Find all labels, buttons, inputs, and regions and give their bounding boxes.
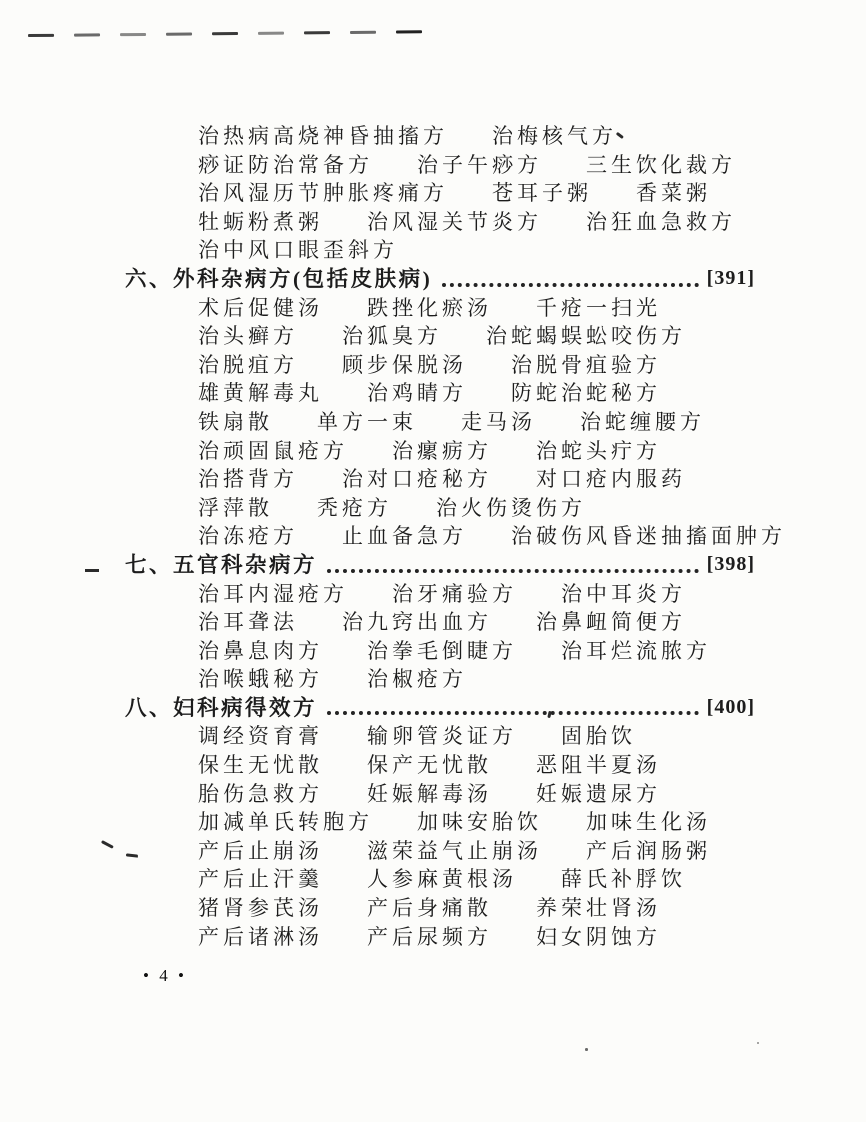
toc-item: 治脱骨疽验方 [511,352,661,377]
toc-item: 输卵管炎证方 [367,724,517,749]
toc-item: 治狐臭方 [342,324,442,349]
toc-item: 治牙痛验方 [392,581,517,606]
toc-item: 治中耳炎方 [561,581,686,606]
dot-leader [327,569,699,573]
dot-leader [442,283,698,287]
scan-dash [74,33,100,37]
toc-item: 养荣壮肾汤 [536,896,661,921]
toc-item: 对口疮内服药 [536,467,686,492]
toc-item: 治脱疽方 [198,352,298,377]
toc-section-gynecology [125,694,755,951]
section-title: 六、外科杂病方(包括皮肤病) [125,266,433,291]
section-header [125,551,755,580]
toc-item: 治梅核气方 [492,124,617,148]
toc-item: 治狂血急救方 [586,209,736,234]
toc-item: 三生饮化裁方 [586,152,736,177]
section-page-ref: [398] [706,552,755,575]
toc-item: 治对口疮秘方 [342,467,492,492]
toc-item: 单方一束 [317,409,417,434]
toc-item: 产后诸淋汤 [198,924,323,949]
toc-item: 加味生化汤 [586,810,711,835]
toc-row [125,379,755,408]
scan-speck [85,569,99,572]
toc-row [125,923,755,952]
scan-dash [166,32,192,36]
toc-row [125,722,755,751]
section-title: 八、妇科病得效方 [125,695,318,720]
toc-item: 保产无忧散 [367,753,492,778]
toc-item: 治椒疮方 [367,667,467,692]
toc-row [125,665,755,694]
scan-dash-row [28,20,458,42]
dot-leader [327,711,699,715]
toc-row [125,294,755,323]
toc-item: 治冻疮方 [198,524,298,549]
toc-item: 治喉蛾秘方 [198,667,323,692]
toc-item: 治搭背方 [198,467,298,492]
toc-item: 治蛇头疔方 [536,438,661,463]
toc-item: 产后润肠粥 [586,838,711,863]
toc-item: 加味安胎饮 [417,810,542,835]
section-rows [125,294,786,551]
toc-item: 治顽固鼠疮方 [198,438,348,463]
toc-item: 治头癣方 [198,324,298,349]
toc-item: 治破伤风昏迷抽搐面肿方 [511,524,786,549]
toc-row [125,522,786,551]
toc-row [125,894,755,923]
table-of-contents [125,122,786,951]
section-header [125,694,755,723]
toc-row [125,608,755,637]
section-title: 七、五官科杂病方 [125,552,318,577]
toc-item: 浮萍散 [198,495,273,520]
toc-item: 走马汤 [461,409,536,434]
toc-item: 顾步保脱汤 [342,352,467,377]
toc-item: 铁扇散 [198,409,273,434]
toc-row [125,437,755,466]
toc-item: 产后止汗羹 [198,867,323,892]
toc-item: 治蛇蝎蜈蚣咬伤方 [486,324,686,349]
toc-item: 防蛇治蛇秘方 [511,381,661,406]
toc-row [125,236,755,265]
toc-row [125,208,755,237]
toc-row [125,322,755,351]
toc-item: 治瘰疬方 [392,438,492,463]
section-header [125,265,755,294]
toc-item: 治子午痧方 [417,152,542,177]
toc-item: 治耳内湿疮方 [198,581,348,606]
toc-item: 猪肾参芪汤 [198,896,323,921]
toc-item: 妊娠遗尿方 [536,781,661,806]
section-page-ref: [400] [706,695,755,718]
toc-item: 治火伤烫伤方 [436,495,586,520]
toc-item: 产后身痛散 [367,896,492,921]
toc-row [125,151,755,180]
toc-item: 恶阻半夏汤 [536,753,661,778]
toc-item: 治蛇缠腰方 [580,409,705,434]
toc-row [125,637,755,666]
toc-section-ent [125,551,755,694]
scan-dash [212,32,238,35]
toc-item: 加减单氏转胞方 [198,810,373,835]
scan-dash [396,30,422,33]
toc-row [125,808,755,837]
section-rows [125,722,755,951]
toc-row [125,780,755,809]
toc-item: 产后止崩汤 [198,838,323,863]
toc-item: 苍耳子粥 [492,181,592,206]
toc-item: 保生无忧散 [198,753,323,778]
section-page-ref: [391] [706,266,755,289]
scan-dash [120,33,146,36]
toc-item: 治中风口眼歪斜方 [198,238,398,263]
toc-section-surgery [125,265,786,551]
toc-row [125,408,755,437]
toc-item: 治热病高烧神昏抽搐方 [198,124,448,148]
toc-row [125,465,755,494]
toc-item: 治鼻衄简便方 [536,610,686,635]
toc-item: 治风湿历节肿胀疼痛方 [198,181,448,206]
toc-row [125,751,755,780]
toc-item: 胎伤急救方 [198,781,323,806]
toc-item: 止血备急方 [342,524,467,549]
toc-item: 治鸡睛方 [367,381,467,406]
section-rows [125,580,755,694]
toc-item: 固胎饮 [561,724,636,749]
toc-item: 人参麻黄根汤 [367,867,517,892]
toc-item: 秃疮方 [317,495,392,520]
page-number: • 4 • [143,966,187,985]
toc-item: 妇女阴蚀方 [536,924,661,949]
toc-item: 痧证防治常备方 [198,152,373,177]
scan-dash [304,31,330,34]
toc-item: 妊娠解毒汤 [367,781,492,806]
toc-item: 治鼻息肉方 [198,638,323,663]
toc-row [125,351,755,380]
scan-speck [585,1048,588,1051]
toc-item: 治风湿关节炎方 [367,209,542,234]
toc-row [125,837,755,866]
toc-row [125,580,755,609]
toc-lead-rows [125,122,755,265]
toc-row [125,865,755,894]
toc-row [125,494,755,523]
pen-mark [101,840,114,848]
toc-row [125,122,755,151]
toc-item: 香菜粥 [636,181,711,206]
toc-item: 牡蛎粉煮粥 [198,209,323,234]
toc-item: 治拳毛倒睫方 [367,638,517,663]
toc-item: 千疮一扫光 [536,295,661,320]
toc-item: 治九窍出血方 [342,610,492,635]
scan-dash [258,31,284,35]
toc-item: 滋荣益气止崩汤 [367,838,542,863]
scan-speck [757,1042,759,1044]
toc-item: 跌挫化瘀汤 [367,295,492,320]
toc-item: 产后尿频方 [367,924,492,949]
toc-item: 调经资育膏 [198,724,323,749]
toc-item: 薛氏补脬饮 [561,867,686,892]
toc-item: 雄黄解毒丸 [198,381,323,406]
toc-item: 治耳烂流脓方 [561,638,711,663]
scan-dash [28,34,54,37]
toc-item: 治耳聋法 [198,610,298,635]
toc-item: 术后促健汤 [198,295,323,320]
scan-dash [350,30,376,34]
toc-row [125,179,755,208]
